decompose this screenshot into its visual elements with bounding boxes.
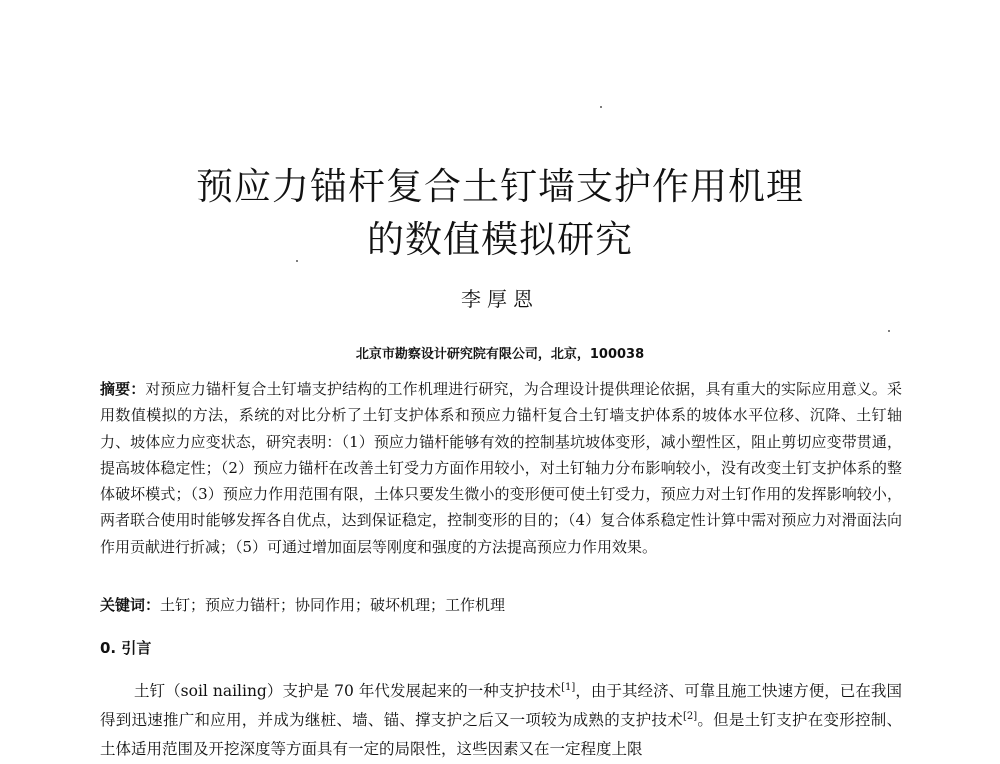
intro-text-2: ，由于其经济、可靠且施工快速方便，已在我国得到迅速推广和应用，并成为继桩、墙、锚、撑支护之后又一项较为成熟的支护技术 [100,682,902,729]
author-name: 李厚恩 [461,287,539,311]
author-affiliation: 北京市勘察设计研究院有限公司，北京，100038 [355,347,645,362]
keywords-label: 关键词： [100,596,161,614]
paper-title-line-2: 的数值模拟研究 [367,218,633,261]
scan-speck [296,260,298,262]
intro-text-1: 土钉（soil nailing）支护是 70 年代发展起来的一种支护技术 [134,682,562,700]
abstract-text: 对预应力锚杆复合土钉墙支护结构的工作机理进行研究，为合理设计提供理论依据，具有重大的实际应用意义。采用数值模拟的方法，系统的对比分析了土钉支护体系和预应力锚杆复合土钉墙支护体系的坡体水平位移、沉降、土钉轴力、坡体应力应变状态，研究表明：（1）预应力锚杆能够有效的控制基坑坡体变形，减小塑性区，阻止剪切应变带贯通，提高坡体稳定性；（2）预应力锚杆在改善土钉受力方面作用较小，对土钉轴力分布影响较小，没有改变土钉支护体系的整体破坏模式；（3）预应力作用范围有限，土体只要发生微小的变形便可使土钉受力，预应力对土钉作用的发挥影响较小，两者联合使用时能够发挥各自优点，达到保证稳定，控制变形的目的；（4）复合体系稳定性计算中需对预应力对滑面法向作用贡献进行折减；（5）可通过增加面层等刚度和强度的方法提高预应力作用效果。 [100,380,902,556]
intro-paragraph [100,677,902,764]
citation-1[interactable]: [1] [561,681,576,693]
keywords [100,594,902,615]
scan-speck [600,106,602,108]
intro-text-3: 。但是土钉支护在变形控制、土体适用范围及开挖深度等方面具有一定的局限性，这些因素又在一定程度上限 [100,711,902,758]
citation-2[interactable]: [2] [682,710,698,722]
abstract-label: 摘要： [100,380,146,398]
keywords-text: 土钉；预应力锚杆；协同作用；破坏机理；工作机理 [160,596,506,614]
abstract [100,376,902,560]
scan-speck [888,330,890,332]
section-heading: 0. 引言 [100,639,152,657]
paper-title-line-1: 预应力锚杆复合土钉墙支护作用机理 [196,165,804,208]
